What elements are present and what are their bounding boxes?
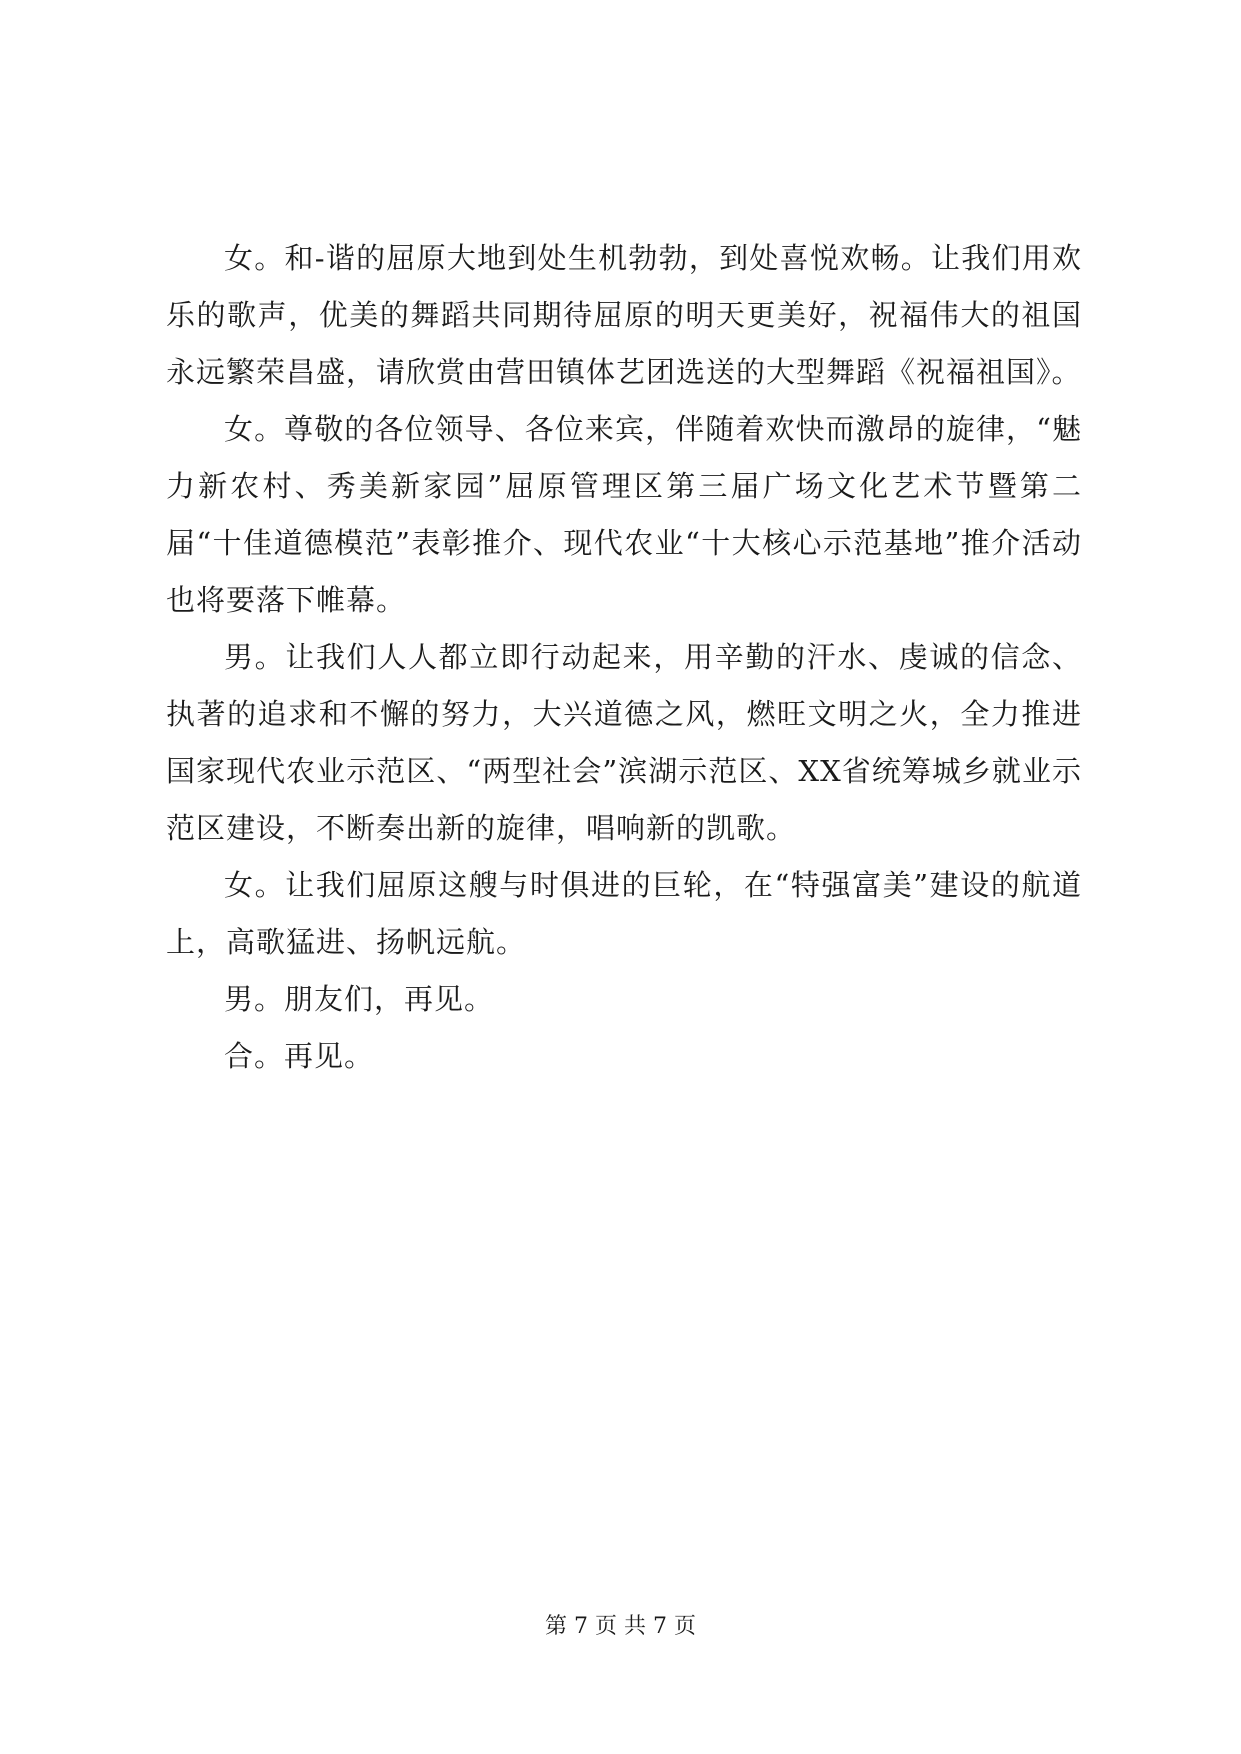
document-body bbox=[166, 230, 1082, 1085]
paragraph: 女。尊敬的各位领导、各位来宾，伴随着欢快而激昂的旋律，“魅力新农村、秀美新家园”屈原管理区第三届广场文化艺术节暨第二届“十佳道德模范”表彰推介、现代农业“十大核心示范基地”推介活动也将要落下帷幕。 bbox=[166, 412, 1082, 617]
page-footer: 第 7 页 共 7 页 bbox=[545, 1614, 696, 1639]
paragraph: 男。让我们人人都立即行动起来，用辛勤的汗水、虔诚的信念、执著的追求和不懈的努力，大兴道德之风，燃旺文明之火，全力推进国家现代农业示范区、“两型社会”滨湖示范区、XX省统筹城乡就业示范区建设，不断奏出新的旋律，唱响新的凯歌。 bbox=[166, 640, 1082, 845]
paragraph: 女。让我们屈原这艘与时俱进的巨轮，在“特强富美”建设的航道上，高歌猛进、扬帆远航。 bbox=[166, 868, 1082, 959]
paragraph: 合。再见。 bbox=[224, 1039, 375, 1073]
paragraph: 女。和-谐的屈原大地到处生机勃勃，到处喜悦欢畅。让我们用欢乐的歌声，优美的舞蹈共同期待屈原的明天更美好，祝福伟大的祖国永远繁荣昌盛，请欣赏由营田镇体艺团选送的大型舞蹈《祝福祖国》。 bbox=[166, 241, 1082, 389]
paragraph: 男。朋友们，再见。 bbox=[224, 982, 495, 1016]
